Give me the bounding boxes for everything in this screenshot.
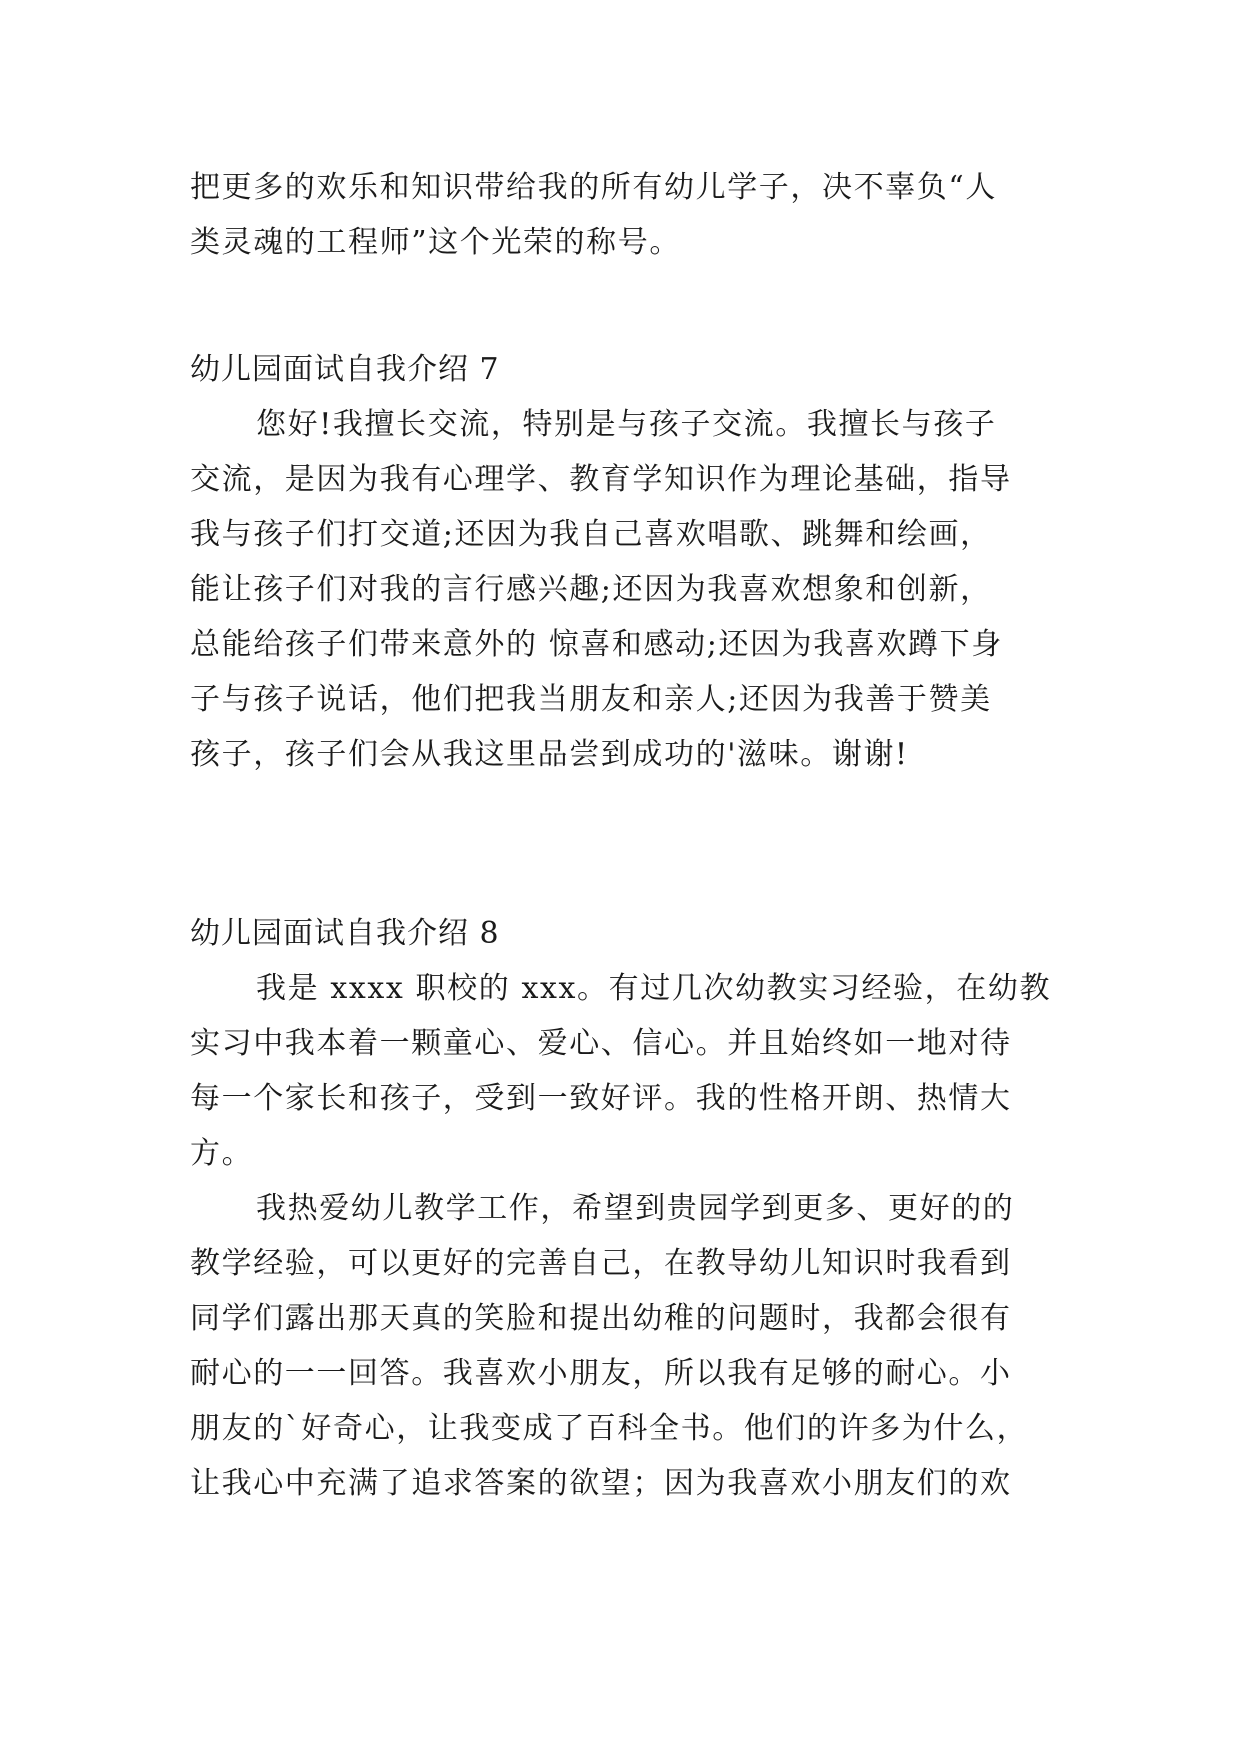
section-7 [190, 342, 1050, 782]
paragraph-line: 让我心中充满了追求答案的欲望；因为我喜欢小朋友们的欢 [190, 1466, 1012, 1501]
section-8-paragraph-2 [190, 1181, 1050, 1511]
spacer [190, 782, 1050, 906]
paragraph-line: 您好!我擅长交流，特别是与孩子交流。我擅长与孩子 [256, 407, 997, 442]
paragraph-line: 实习中我本着一颗童心、爱心、信心。并且始终如一地对待 [190, 1026, 1012, 1061]
section-heading: 幼儿园面试自我介绍 8 [190, 916, 500, 951]
paragraph-line: 方。 [190, 1136, 254, 1171]
paragraph-line: 类灵魂的工程师”这个光荣的称号。 [190, 225, 681, 260]
paragraph-line: 我热爱幼儿教学工作，希望到贵园学到更多、更好的的 [256, 1191, 1015, 1226]
intro-paragraph [190, 160, 1050, 270]
section-7-paragraph [190, 397, 1050, 782]
section-8 [190, 906, 1050, 1511]
paragraph-line: 子与孩子说话，他们把我当朋友和亲人;还因为我善于赞美 [190, 682, 992, 717]
paragraph-line: 我与孩子们打交道;还因为我自己喜欢唱歌、跳舞和绘画， [190, 517, 992, 552]
paragraph-line: 教学经验，可以更好的完善自己，在教导幼儿知识时我看到 [190, 1246, 1012, 1281]
paragraph-line: 孩子，孩子们会从我这里品尝到成功的'滋味。谢谢! [190, 737, 909, 772]
paragraph-line: 每一个家长和孩子，受到一致好评。我的性格开朗、热情大 [190, 1081, 1012, 1116]
spacer [190, 270, 1050, 342]
paragraph-line: 交流，是因为我有心理学、教育学知识作为理论基础，指导 [190, 462, 1012, 497]
paragraph-line: 能让孩子们对我的言行感兴趣;还因为我喜欢想象和创新， [190, 572, 992, 607]
document-page [190, 160, 1050, 1511]
paragraph-line: 朋友的`好奇心，让我变成了百科全书。他们的许多为什么， [190, 1411, 1029, 1446]
paragraph-line: 耐心的一一回答。我喜欢小朋友，所以我有足够的耐心。小 [190, 1356, 1012, 1391]
section-8-paragraph-1 [190, 961, 1050, 1181]
paragraph-line: 把更多的欢乐和知识带给我的所有幼儿学子，决不辜负“人 [190, 170, 997, 205]
paragraph-line: 我是 xxxx 职校的 xxx。有过几次幼教实习经验，在幼教 [256, 971, 1052, 1006]
section-heading: 幼儿园面试自我介绍 7 [190, 352, 500, 387]
paragraph-line: 同学们露出那天真的笑脸和提出幼稚的问题时，我都会很有 [190, 1301, 1012, 1336]
paragraph-line: 总能给孩子们带来意外的 惊喜和感动;还因为我喜欢蹲下身 [190, 627, 1003, 662]
